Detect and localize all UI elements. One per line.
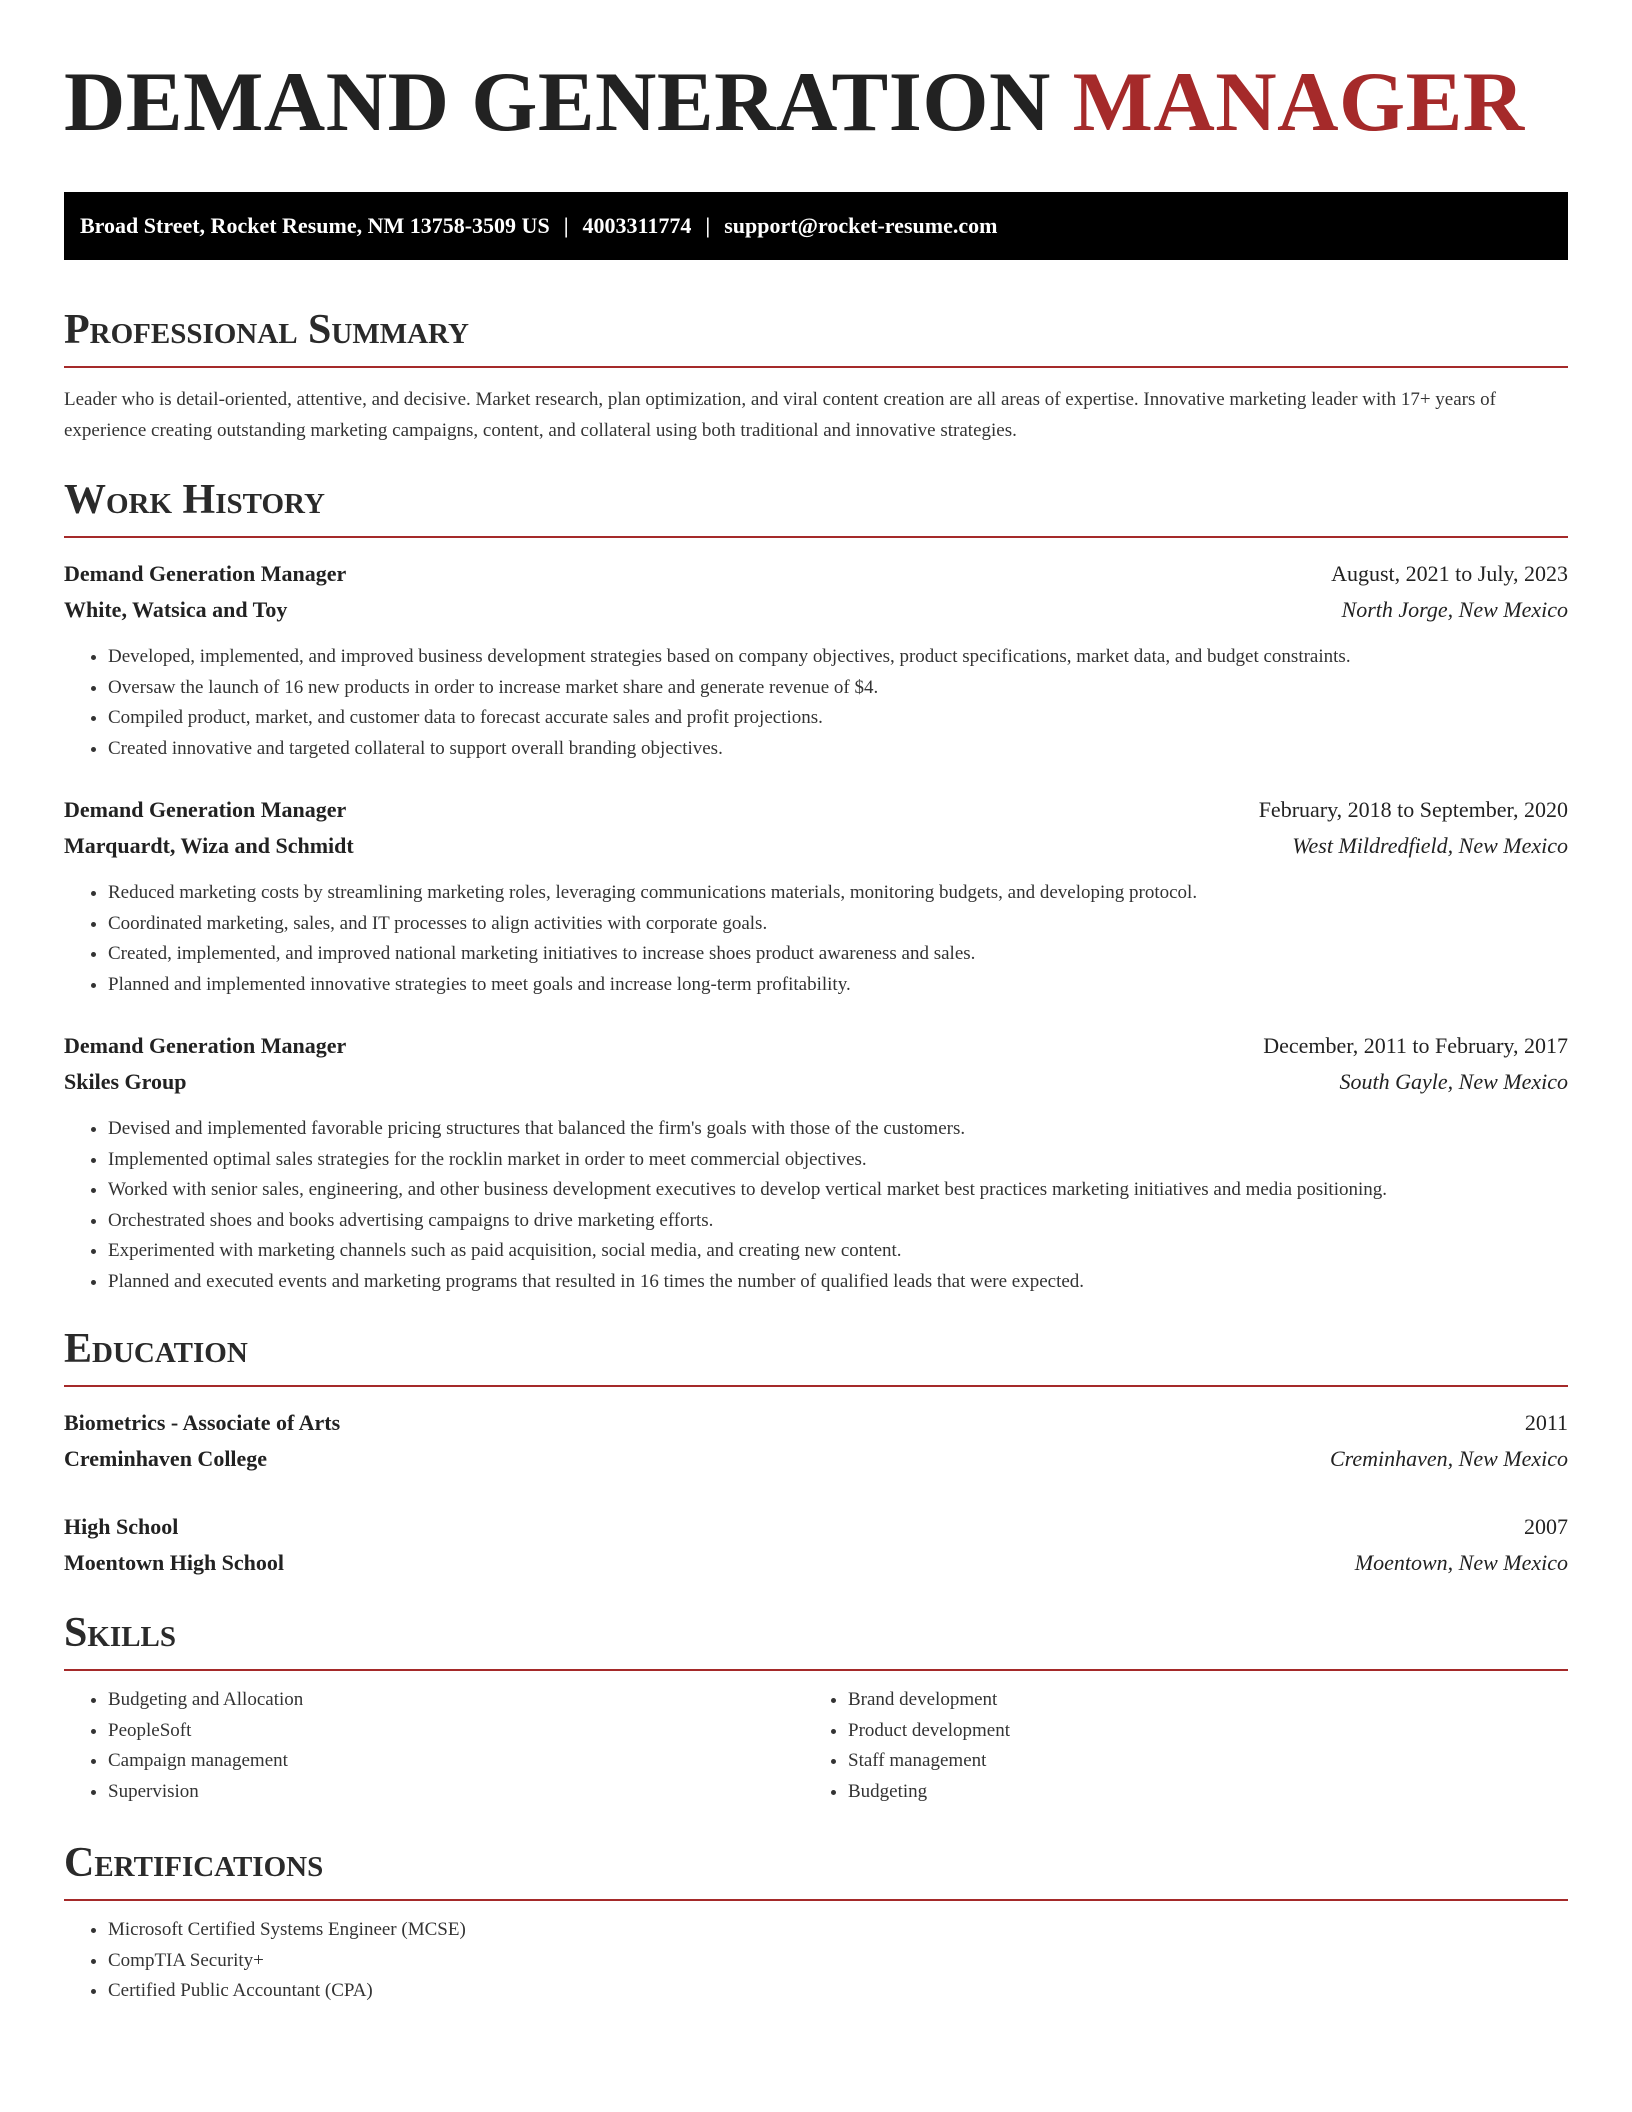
section-divider: [64, 1899, 1568, 1901]
job-bullets: [64, 878, 1568, 1000]
contact-address: Broad Street, Rocket Resume, NM 13758-3509 US: [80, 213, 550, 238]
job-bullet: • Coordinated marketing, sales, and IT processes to align activities with corporate goals.: [108, 909, 1568, 940]
section-heading: Skills: [64, 1610, 177, 1656]
contact-separator: |: [705, 213, 711, 238]
job-bullet: • Worked with senior sales, engineering, and other business development executives to develop vertical market best practices marketing initiatives and media positioning.: [108, 1175, 1568, 1206]
job-bullet: • Reduced marketing costs by streamlining marketing roles, leveraging communications materials, monitoring budgets, and developing protocol.: [108, 878, 1568, 909]
education-year: 2007: [1524, 1514, 1568, 1539]
education-year: 2011: [1524, 1410, 1568, 1435]
education-entry: [64, 1509, 1568, 1581]
job-location: South Gayle, New Mexico: [1339, 1069, 1568, 1094]
title-accent: MANAGER: [1072, 55, 1525, 149]
skill-item: • Budgeting and Allocation: [108, 1685, 804, 1716]
skill-item: • PeopleSoft: [108, 1716, 804, 1747]
section-divider: [64, 1385, 1568, 1387]
job-title: Demand Generation Manager: [64, 1033, 347, 1058]
section-heading: Work History: [64, 477, 325, 523]
job-bullet: • Implemented optimal sales strategies for the rocklin market in order to meet commercial objectives.: [108, 1145, 1568, 1176]
job-title: Demand Generation Manager: [64, 797, 347, 822]
contact-email[interactable]: support@rocket-resume.com: [724, 213, 998, 238]
section-divider: [64, 366, 1568, 368]
job-list: [64, 556, 1568, 1297]
job-header-row: [64, 556, 1568, 592]
job-company: Marquardt, Wiza and Schmidt: [64, 833, 354, 858]
education-location: Creminhaven, New Mexico: [1329, 1446, 1568, 1471]
job-header-row: [64, 1028, 1568, 1064]
title-main: DEMAND GENERATION: [64, 55, 1051, 149]
certifications-section: [64, 1837, 1568, 2007]
job-bullet: • Orchestrated shoes and books advertising campaigns to drive marketing efforts.: [108, 1206, 1568, 1237]
certification-item: • Certified Public Accountant (CPA): [108, 1976, 1568, 2007]
contact-separator: |: [563, 213, 569, 238]
certifications-list: [64, 1915, 1568, 2007]
job-dates: February, 2018 to September, 2020: [1258, 797, 1568, 822]
job-header-row: [64, 792, 1568, 828]
job-dates: December, 2011 to February, 2017: [1263, 1033, 1568, 1058]
job-bullet: • Devised and implemented favorable pricing structures that balanced the firm's goals with those of the customers.: [108, 1114, 1568, 1145]
job-dates: August, 2021 to July, 2023: [1331, 561, 1568, 586]
job-entry: [64, 792, 1568, 1000]
job-entry: [64, 556, 1568, 764]
education-list: [64, 1405, 1568, 1581]
job-bullet: • Compiled product, market, and customer data to forecast accurate sales and profit projections.: [108, 703, 1568, 734]
education-degree: High School: [64, 1514, 179, 1539]
skill-item: • Budgeting: [848, 1777, 1544, 1808]
job-location: West Mildredfield, New Mexico: [1292, 833, 1568, 858]
job-company-row: [64, 592, 1568, 628]
job-entry: [64, 1028, 1568, 1297]
skills-column-right: [804, 1685, 1544, 1807]
skill-item: • Brand development: [848, 1685, 1544, 1716]
job-company: White, Watsica and Toy: [64, 597, 288, 622]
job-company-row: [64, 1064, 1568, 1100]
summary-section: [64, 304, 1568, 446]
skills-column-left: [64, 1685, 804, 1807]
skill-item: • Campaign management: [108, 1746, 804, 1777]
job-bullet: • Developed, implemented, and improved business development strategies based on company objectives, product specifications, market data, and budget constraints.: [108, 642, 1568, 673]
job-bullets: [64, 642, 1568, 764]
job-bullet: • Planned and executed events and marketing programs that resulted in 16 times the number of qualified leads that were expected.: [108, 1267, 1568, 1298]
job-company: Skiles Group: [64, 1069, 187, 1094]
education-header-row: [64, 1405, 1568, 1441]
education-degree: Biometrics - Associate of Arts: [64, 1410, 341, 1435]
job-bullet: • Experimented with marketing channels such as paid acquisition, social media, and creating new content.: [108, 1236, 1568, 1267]
skills-grid: [64, 1685, 1568, 1807]
section-divider: [64, 536, 1568, 538]
education-school-row: [64, 1441, 1568, 1477]
education-school: Moentown High School: [64, 1550, 285, 1575]
contact-phone[interactable]: 4003311774: [582, 213, 692, 238]
education-location: Moentown, New Mexico: [1354, 1550, 1568, 1575]
page-title: [64, 52, 1568, 152]
skill-item: • Supervision: [108, 1777, 804, 1808]
job-bullets: [64, 1114, 1568, 1297]
education-entry: [64, 1405, 1568, 1477]
job-location: North Jorge, New Mexico: [1341, 597, 1568, 622]
section-heading: Professional Summary: [64, 307, 469, 353]
education-school: Creminhaven College: [64, 1446, 268, 1471]
job-bullet: • Oversaw the launch of 16 new products in order to increase market share and generate revenue of $4.: [108, 673, 1568, 704]
work-history-section: [64, 474, 1568, 1297]
section-heading: Education: [64, 1326, 248, 1372]
section-divider: [64, 1669, 1568, 1671]
skill-item: • Staff management: [848, 1746, 1544, 1777]
section-heading: Certifications: [64, 1840, 324, 1886]
education-header-row: [64, 1509, 1568, 1545]
job-bullet: • Created, implemented, and improved national marketing initiatives to increase shoes product awareness and sales.: [108, 939, 1568, 970]
job-bullet: • Planned and implemented innovative strategies to meet goals and increase long-term profitability.: [108, 970, 1568, 1001]
job-title: Demand Generation Manager: [64, 561, 347, 586]
skills-section: [64, 1607, 1568, 1807]
contact-bar: [64, 192, 1568, 260]
certification-item: • Microsoft Certified Systems Engineer (MCSE): [108, 1915, 1568, 1946]
education-school-row: [64, 1545, 1568, 1581]
job-company-row: [64, 828, 1568, 864]
certification-item: • CompTIA Security+: [108, 1946, 1568, 1977]
education-section: [64, 1323, 1568, 1581]
job-bullet: • Created innovative and targeted collateral to support overall branding objectives.: [108, 734, 1568, 765]
skill-item: • Product development: [848, 1716, 1544, 1747]
summary-text: Leader who is detail-oriented, attentive, and decisive. Market research, plan optimization, and viral content creation are all areas of expertise. Innovative marketing leader with 17+ years of experience creating outstanding marketing campaigns, content, and collateral using both traditional and innovative strategies.: [64, 389, 1496, 441]
